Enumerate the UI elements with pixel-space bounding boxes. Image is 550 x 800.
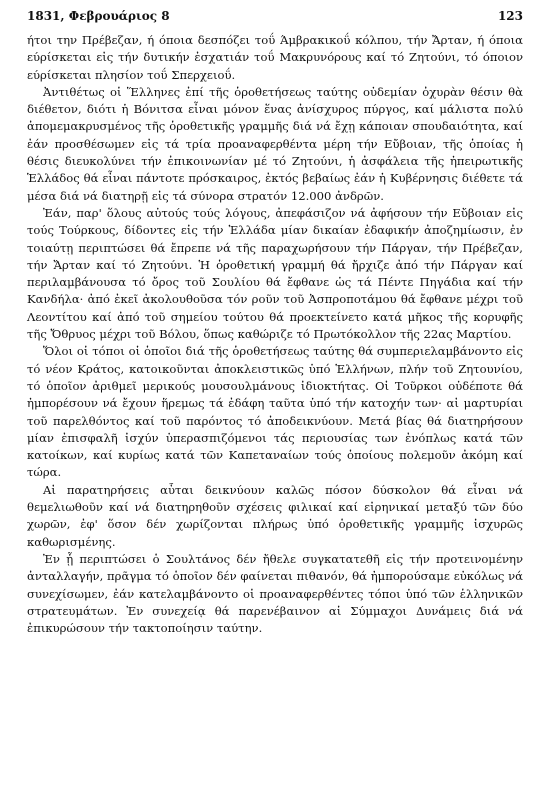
paragraph: Ἐν ᾗ περιπτώσει ὁ Σουλτάνος δέν ἤθελε συγκατατεθῆ εἰς τήν προτεινομένην ἀνταλλαγήν, πρᾶγμα τό ὁποῖον δέν φαίνεται πιθανόν, θά ἠμπορούσαμε εὐκόλως νά συνεχίσωμεν, ἐάν κατελαμβάνοντο οἱ προαναφερθέντες τόποι ὑπό τῶν ἑλληνικῶν στρατευμάτων. Ἐν συνεχείᾳ θά παρενέβαινον αἱ Σύμμαχοι Δυνάμεις διά νά ἐπικυρώσουν τήν τακτοποίησιν ταύτην. [27,551,523,636]
paragraph: Αἱ παρατηρήσεις αὗται δεικνύουν καλῶς πόσον δύσκολον θά εἶναι νά θεμελιωθοῦν καί νά διατηρηθοῦν σχέσεις φιλικαί καί εἰρηνικαί μεταξύ τῶν δύο χωρῶν, ἐφ' ὅσον δέν χωρίζονται πλήρως ὑπό ὁροθετικῆς γραμμῆς ἰσχυρῶς καθωρισμένης. [27,482,523,549]
header-date: 1831, Φεβρουάριος 8 [27,9,170,23]
paragraph: Ἐάν, παρ' ὅλους αὐτούς τούς λόγους, ἀπεφάσιζον νά ἀφήσουν τήν Εὔβοιαν εἰς τούς Τούρκους, δίδοντες εἰς τήν Ἑλλάδα μίαν δικαίαν ἐδαφικήν ἀποζημίωσιν, ἐν τοιαύτῃ περιπτώσει θά ἔπρεπε νά τῆς παραχωρήσουν τήν Πάργαν, τήν Πρέβεζαν, τήν Ἄρταν καί τό Ζητούνι. Ἡ ὁροθετική γραμμή θά ἤρχιζε ἀπό τήν Πάργαν καί περιλαμβάνουσα τό ὄρος τοῦ Σουλίου θά ἔφθανε ὡς τά Πέντε Πηγάδια καί τήν Κανδήλα· ἀπό ἐκεῖ ἀκολουθοῦσα τόν ροῦν τοῦ Ἀσπροποτάμου θά ἔφθανε μέχρι τοῦ Λεοντίτου καί ἀπό τοῦ σημείου τούτου θά προεκτείνετο κατά μῆκος τῆς κορυφῆς τῆς Ὄθρυος μέχρι τοῦ Βόλου, ὅπως καθώριζε τό Πρωτόκολλον τῆς 22ας Μαρτίου. [27,205,523,342]
page-number: 123 [497,9,523,23]
paragraph: Ἀντιθέτως οἱ Ἕλληνες ἐπί τῆς ὁροθετήσεως ταύτης οὐδεμίαν ὀχυρὰν θέσιν θὰ διέθετον, διότι ἡ Βόνιτσα εἶναι μόνον ἕνας ἀνίσχυρος πύργος, καί μάλιστα πολύ ἀπομεμακρυσμένος τῆς ὁροθετικῆς γραμμῆς διά νά ἔχῃ κάποιαν σπουδαιότητα, καί ἐάν προσθέσωμεν εἰς τά τρία προαναφερθέντα μέρη τήν Εὔβοιαν, τῆς ὁποίας ἡ θέσις διευκολύνει τήν ἐπικοινωνίαν μέ τό Ζητούνι, ἡ ἀσφάλεια τῆς ἠπειρωτικῆς Ἑλλάδος θά εἶναι πάντοτε πρόσκαιρος, ἐκτός βεβαίως ἐάν ἡ Κυβέρνησις διέθετε τά μέσα διά νά διατηρῇ εἰς τά σύνορα στρατόν 12.000 ἀνδρῶν. [27,84,523,203]
paragraph: ήτοι την Πρέβεζαν, ή όποια δεσπόζει τοΰ Άμβρακικοΰ κόλπου, τήν Ἄρταν, ή όποια εύρίσκεται εἰς τήν δυτικήν ἐσχατιάν τοΰ Μακρυνόρους καί τό Ζητούνι, τό όποιον εύρίσκεται πλησίον τοΰ Σπερχειοΰ. [27,33,523,82]
paragraph: Ὅλοι οἱ τόποι οἱ ὁποῖοι διά τῆς ὁροθετήσεως ταύτης θά συμπεριελαμβάνοντο εἰς τό νέον Κράτος, κατοικοῦνται ἀποκλειστικῶς ὑπό Ἑλλήνων, πλήν τοῦ Ζητουνίου, τό ὁποῖον ἀριθμεῖ μερικούς μουσουλμάνους ἰδιοκτήτας. Οἱ Τοῦρκοι οὐδέποτε θά ἠμπορέσουν νά ἔχουν ἥρεμως τά ἐδάφη ταῦτα ὑπό τήν κατοχήν των· αἱ μαρτυρίαι τοῦ παρελθόντος καί τοῦ παρόντος τό ἀποδεικνύουν. Μετά βίας θά διατηρήσουν μίαν ἐπισφαλῆ ἰσχύν ὑπερασπιζόμενοι τάς περιουσίας των ἐνόπλως κατά τῶν κατοίκων, καί κυρίως κατά τῶν Καπεταναίων τούς ὁποίους πολεμοῦν ἀκόμη καί τώρα. [27,344,523,480]
running-header [27,8,523,30]
